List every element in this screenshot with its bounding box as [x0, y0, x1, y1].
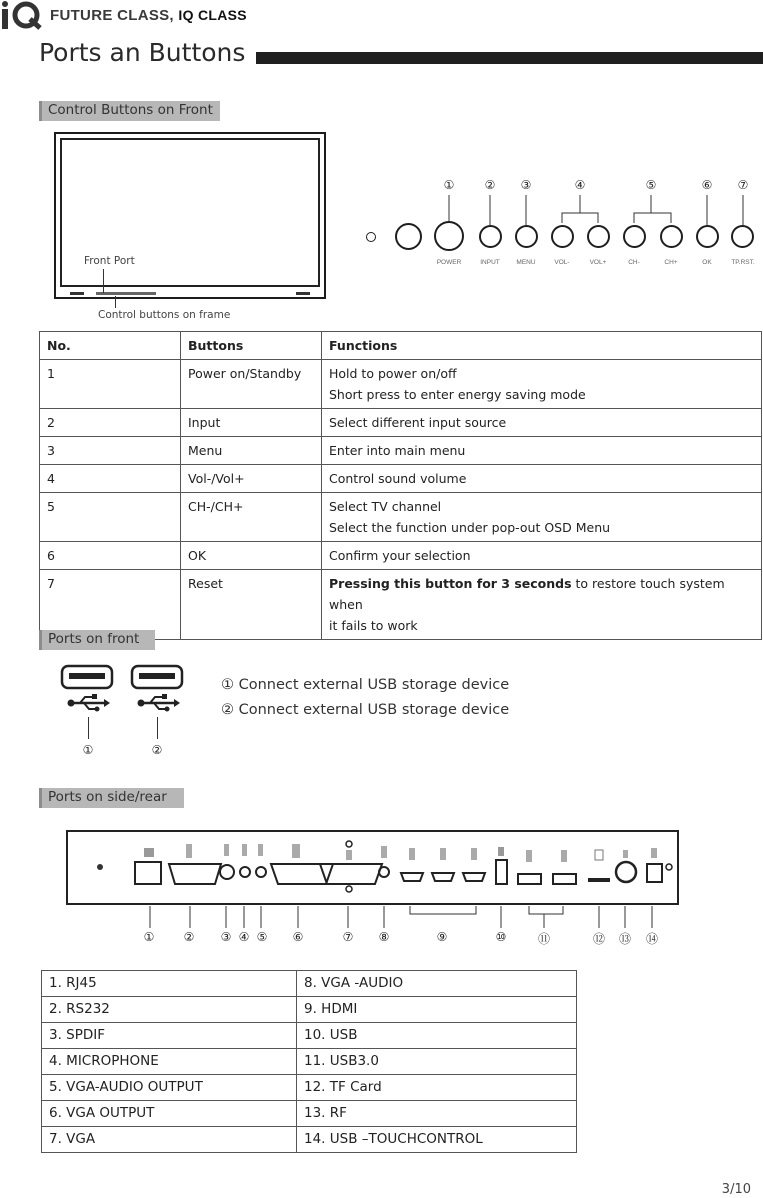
power-button[interactable] [434, 221, 464, 251]
callout-number: ⑫ [592, 932, 606, 946]
callout-number: ⑥ [701, 178, 713, 192]
callout-number: ① [443, 178, 455, 192]
usb-port-icon [130, 664, 190, 716]
ports-list-table [41, 970, 577, 1153]
button-label: MENU [516, 259, 536, 266]
ir-sensor [395, 223, 422, 250]
tp-reset-button[interactable] [731, 225, 754, 248]
row-function: Select different input source [322, 409, 762, 437]
callout-number: ⑧ [378, 930, 390, 944]
table-row [42, 1023, 577, 1049]
callout-number: ② [151, 743, 163, 757]
row-function: Confirm your selection [322, 542, 762, 570]
button-label: VOL+ [589, 259, 607, 266]
button-label: POWER [436, 259, 462, 266]
table-row [42, 1075, 577, 1101]
table-header: No. [40, 332, 181, 360]
callout-number: ⑪ [537, 932, 551, 946]
row-button: CH-/CH+ [181, 493, 322, 542]
port-cell: 7. VGA [42, 1127, 297, 1153]
callout-line [88, 717, 89, 739]
row-function [322, 570, 762, 640]
row-button: Power on/Standby [181, 360, 322, 409]
brand-subtitle: IQ CLASS [178, 7, 247, 23]
button-label: OK [702, 259, 712, 266]
row-button: OK [181, 542, 322, 570]
row-number: 3 [40, 437, 181, 465]
input-button[interactable] [479, 225, 502, 248]
row-number: 4 [40, 465, 181, 493]
row-button: Input [181, 409, 322, 437]
table-header: Buttons [181, 332, 322, 360]
page-title: Ports an Buttons [39, 38, 246, 67]
table-row [40, 570, 762, 640]
frame-pointer [115, 296, 116, 308]
row-button: Menu [181, 437, 322, 465]
table-header-row [40, 332, 762, 360]
function-line: Hold to power on/off [329, 366, 457, 381]
port-cell: 11. USB3.0 [297, 1049, 577, 1075]
port-cell: 12. TF Card [297, 1075, 577, 1101]
buttons-function-table [39, 331, 762, 640]
callout-number: ④ [574, 178, 586, 192]
row-function [322, 360, 762, 409]
callout-line [157, 717, 158, 739]
row-number: 7 [40, 570, 181, 640]
function-line: it fails to work [329, 618, 418, 633]
title-underline-bar [256, 52, 763, 64]
callout-number: ⑦ [342, 930, 354, 944]
callout-number: ⑨ [436, 930, 448, 944]
port-cell: 8. VGA -AUDIO [297, 971, 577, 997]
row-function [322, 493, 762, 542]
ok-button[interactable] [696, 225, 719, 248]
port-cell: 6. VGA OUTPUT [42, 1101, 297, 1127]
table-row [42, 971, 577, 997]
table-row [42, 997, 577, 1023]
callout-number: ⑤ [256, 930, 268, 944]
button-label: CH- [628, 259, 640, 266]
table-row [40, 465, 762, 493]
vol-down-button[interactable] [551, 225, 574, 248]
table-row [40, 409, 762, 437]
section-heading-front-ports: Ports on front [39, 630, 155, 650]
row-number: 6 [40, 542, 181, 570]
table-row [42, 1127, 577, 1153]
page-number: 3/10 [721, 1182, 751, 1197]
function-line: Select TV channel [329, 499, 442, 514]
function-line: to restore touch system when [329, 576, 725, 612]
port-cell: 9. HDMI [297, 997, 577, 1023]
row-button: Vol-/Vol+ [181, 465, 322, 493]
row-function: Enter into main menu [322, 437, 762, 465]
section-heading-control-buttons: Control Buttons on Front [39, 101, 220, 121]
function-line: Select the function under pop-out OSD Menu [329, 520, 611, 535]
monitor-illustration [54, 132, 326, 299]
function-emphasis: Pressing this button for 3 seconds [329, 576, 572, 591]
port-cell: 13. RF [297, 1101, 577, 1127]
callout-number: ③ [520, 178, 532, 192]
port-cell: 10. USB [297, 1023, 577, 1049]
port-cell: 1. RJ45 [42, 971, 297, 997]
ch-down-button[interactable] [623, 225, 646, 248]
ch-up-button[interactable] [660, 225, 683, 248]
row-number: 5 [40, 493, 181, 542]
function-line: Short press to enter energy saving mode [329, 387, 586, 402]
callout-number: ① [82, 743, 94, 757]
callout-number: ⑤ [645, 178, 657, 192]
rear-port-panel-illustration [66, 830, 680, 906]
table-header: Functions [322, 332, 762, 360]
port-cell: 5. VGA-AUDIO OUTPUT [42, 1075, 297, 1101]
indicator-light [366, 232, 376, 242]
callout-number: ⑬ [618, 932, 632, 946]
front-port-description: ① Connect external USB storage device [221, 677, 510, 693]
callout-number: ① [143, 930, 155, 944]
front-port-label: Front Port [84, 255, 135, 267]
callout-number: ② [183, 930, 195, 944]
front-port-description: ② Connect external USB storage device [221, 702, 510, 718]
row-function: Control sound volume [322, 465, 762, 493]
callout-number: ⑦ [737, 178, 749, 192]
iq-logo-icon [0, 0, 44, 30]
vol-up-button[interactable] [587, 225, 610, 248]
port-cell: 4. MICROPHONE [42, 1049, 297, 1075]
callout-number: ④ [238, 930, 250, 944]
table-row [40, 360, 762, 409]
row-button: Reset [181, 570, 322, 640]
usb-port-icon [60, 664, 120, 716]
table-row [40, 437, 762, 465]
front-port-pointer [103, 269, 104, 293]
port-cell: 3. SPDIF [42, 1023, 297, 1049]
table-row [40, 542, 762, 570]
row-number: 1 [40, 360, 181, 409]
button-label: INPUT [480, 259, 500, 266]
button-label: TP.RST. [731, 259, 755, 266]
rear-port-callout-lines [140, 906, 670, 930]
section-heading-rear-ports: Ports on side/rear [39, 788, 184, 808]
frame-buttons-label: Control buttons on frame [98, 309, 231, 321]
callout-number: ② [484, 178, 496, 192]
brand-name: FUTURE CLASS, IQ CLASS [50, 7, 247, 24]
callout-number: ⑩ [495, 930, 507, 944]
table-row [42, 1049, 577, 1075]
table-row [42, 1101, 577, 1127]
button-label: CH+ [664, 259, 678, 266]
button-label: VOL- [554, 259, 570, 266]
callout-number: ⑥ [292, 930, 304, 944]
callout-number: ③ [220, 930, 232, 944]
port-cell: 2. RS232 [42, 997, 297, 1023]
row-number: 2 [40, 409, 181, 437]
callout-number: ⑭ [645, 932, 659, 946]
button-callout-lines [430, 193, 760, 225]
menu-button[interactable] [515, 225, 538, 248]
table-row [40, 493, 762, 542]
port-cell: 14. USB –TOUCHCONTROL [297, 1127, 577, 1153]
